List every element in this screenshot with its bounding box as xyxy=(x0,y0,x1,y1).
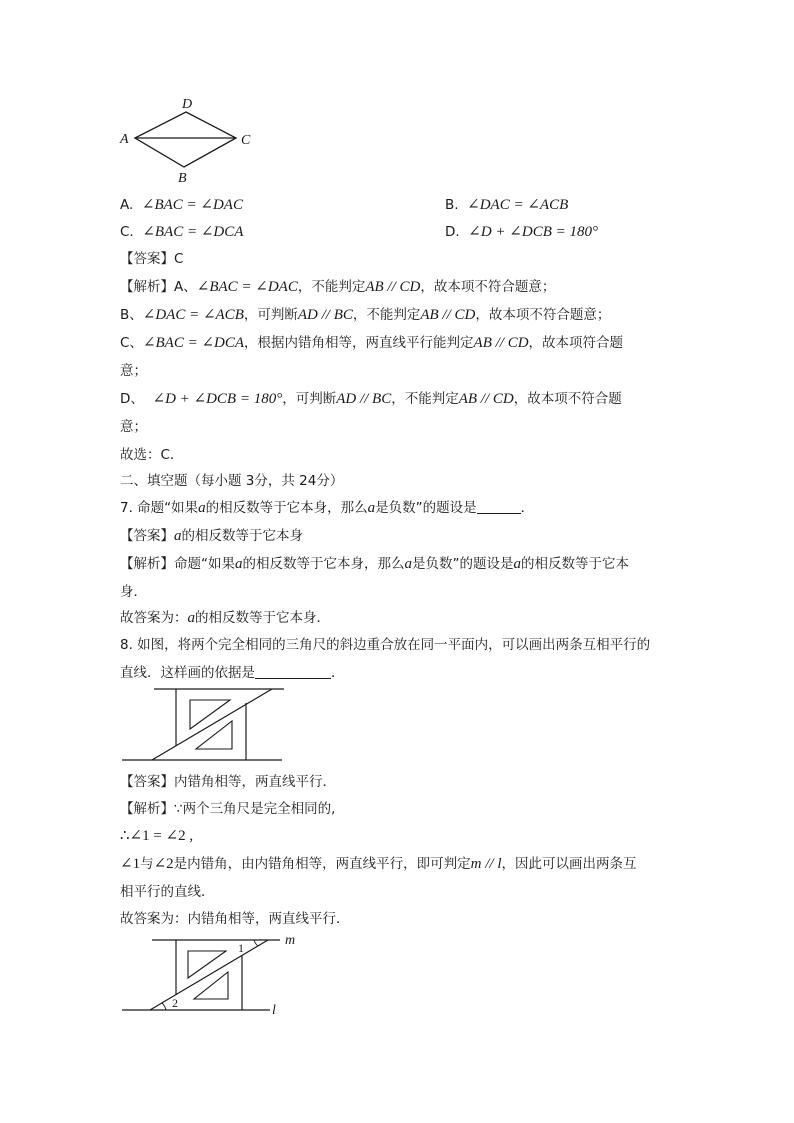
text: 7. 命题“如果 xyxy=(120,500,199,516)
q8-analysis-1 xyxy=(120,800,335,818)
math-var: a xyxy=(187,610,195,626)
text: 的相反数等于它本身，那么 xyxy=(205,500,368,516)
text: 命题“如果 xyxy=(174,556,235,572)
angle-2-label: 2 xyxy=(172,996,178,1010)
answer-blank[interactable] xyxy=(477,499,521,514)
upper-ruler-hole xyxy=(190,700,230,729)
math-expr: m // l xyxy=(470,856,502,872)
option-b-expr: ∠DAC = ∠ACB xyxy=(467,197,569,213)
option-d-expr: ∠D + ∠DCB = 180° xyxy=(468,224,598,240)
text: 相平行的直线． xyxy=(120,884,215,900)
text: 的相反数等于它本身． xyxy=(195,610,330,626)
text: A、 xyxy=(174,279,197,295)
text: ，故本项不符合题意； xyxy=(475,307,611,323)
q8-stem-line2 xyxy=(120,664,345,682)
rhombus-shape xyxy=(135,112,236,167)
label-b: B xyxy=(178,171,187,186)
text: ∵两个三角尺是完全相同的, xyxy=(174,801,336,817)
angle-1-arc xyxy=(254,940,258,946)
labeled-rulers-figure xyxy=(120,932,320,1017)
q8-answer xyxy=(120,773,336,791)
answer-blank[interactable] xyxy=(255,664,331,679)
text: 的相反数等于它本 xyxy=(521,556,629,572)
math-var: a xyxy=(198,500,206,516)
math-expr: ∠BAC = ∠DCA xyxy=(142,335,245,351)
option-d-letter: D. xyxy=(445,224,460,240)
math-expr: AB // CD xyxy=(458,391,514,407)
answer-value: C xyxy=(174,251,184,267)
math-expr: AB // CD xyxy=(365,279,421,295)
analysis-tag: 【解析】 xyxy=(120,801,174,817)
q7-analysis-wrap xyxy=(120,583,147,601)
option-a[interactable] xyxy=(120,196,243,214)
text: 故选：C． xyxy=(120,447,184,463)
text: ． xyxy=(331,665,345,681)
option-a-expr: ∠BAC = ∠DAC xyxy=(141,197,243,213)
text: D、 xyxy=(120,391,144,407)
text: 8. 如图，将两个完全相同的三角尺的斜边重合放在同一平面内，可以画出两条互相平行的 xyxy=(120,637,651,653)
q8-final xyxy=(120,910,350,928)
text: ，因此可以画出两条互 xyxy=(501,856,637,872)
q7-final xyxy=(120,609,330,627)
text: ，故本项不符合题意； xyxy=(420,279,556,295)
math-expr: AB // CD xyxy=(473,335,529,351)
answer-value: 内错角相等，两直线平行． xyxy=(174,774,336,790)
text: 故答案为： xyxy=(120,610,188,626)
q8-analysis-2 xyxy=(120,827,193,845)
option-c-letter: C. xyxy=(120,224,134,240)
lower-ruler-hole xyxy=(196,721,232,749)
text: 的相反数等于它本身 xyxy=(181,528,303,544)
triangle-rulers-figure xyxy=(120,684,290,764)
text: 意； xyxy=(120,419,147,435)
q7-answer xyxy=(120,527,303,545)
text: ，不能判定 xyxy=(297,279,366,295)
lower-ruler-hole xyxy=(194,972,228,999)
math-expr: ∠1 xyxy=(120,856,141,872)
math-expr: AD // BC xyxy=(297,307,353,323)
text: 直线．这样画的依据是 xyxy=(120,665,255,681)
answer-tag: 【答案】 xyxy=(120,528,174,544)
q7-analysis xyxy=(120,555,629,573)
text: 是内错角，由内错角相等，两直线平行，即可判定 xyxy=(173,856,471,872)
text: ，可判断 xyxy=(243,307,298,323)
option-c[interactable] xyxy=(120,223,243,241)
text: ，不能判定 xyxy=(391,391,459,407)
analysis-tag: 【解析】 xyxy=(120,279,174,295)
q6-analysis-c xyxy=(120,334,623,352)
text: ，故本项不符合题 xyxy=(513,391,622,407)
option-b-letter: B. xyxy=(445,197,459,213)
answer-tag: 【答案】 xyxy=(120,251,174,267)
option-d[interactable] xyxy=(445,223,598,241)
text: ，可判断 xyxy=(282,391,337,407)
label-m: m xyxy=(285,933,296,948)
math-var: a xyxy=(404,556,412,572)
label-d: D xyxy=(182,97,193,112)
text: C、 xyxy=(120,335,143,351)
math-var: a xyxy=(367,500,376,516)
q6-answer xyxy=(120,250,183,268)
upper-ruler-hole xyxy=(188,951,226,978)
angle-2-arc xyxy=(162,1003,166,1010)
math-expr: ∠BAC = ∠DAC xyxy=(196,279,298,295)
text: B、 xyxy=(120,307,143,323)
text: 故答案为：内错角相等，两直线平行． xyxy=(120,911,350,927)
text: ，不能判定 xyxy=(352,307,421,323)
text: 意； xyxy=(120,363,147,379)
q6-analysis-d-wrap xyxy=(120,418,147,436)
rhombus-figure xyxy=(118,94,258,189)
text: 二、填空题（每小题 3分，共 24分） xyxy=(120,473,344,489)
q6-analysis-b xyxy=(120,306,610,324)
option-a-letter: A. xyxy=(120,197,134,213)
text: 是负数”的题设是 xyxy=(412,556,514,572)
math-expr: ∠2 xyxy=(153,856,174,872)
math-expr: ∠DAC = ∠ACB xyxy=(142,307,244,323)
math-expr: AD // BC xyxy=(336,391,392,407)
math-var: a xyxy=(513,556,521,572)
text: 的相反数等于它本身，那么 xyxy=(242,556,405,572)
q6-analysis-d xyxy=(120,390,622,408)
option-c-expr: ∠BAC = ∠DCA xyxy=(142,224,244,240)
text: ，故本项符合题 xyxy=(528,335,624,351)
math-var: a xyxy=(174,528,182,544)
section-heading xyxy=(120,472,343,490)
q6-choose xyxy=(120,446,183,464)
text: ，根据内错角相等，两直线平行能判定 xyxy=(244,335,474,351)
q6-analysis-c-wrap xyxy=(120,362,147,380)
option-b[interactable] xyxy=(445,196,568,214)
angle-1-label: 1 xyxy=(238,941,244,955)
text: 是负数”的题设是 xyxy=(375,500,477,516)
q6-analysis-a xyxy=(120,278,555,296)
math-expr: ∠D + ∠DCB = 180° xyxy=(152,391,283,407)
q8-stem-line1 xyxy=(120,636,650,654)
q7-stem xyxy=(120,499,534,517)
math-var: a xyxy=(235,556,243,572)
q8-analysis-3 xyxy=(120,855,637,873)
label-c: C xyxy=(241,133,251,148)
label-a: A xyxy=(120,132,129,147)
text: 身． xyxy=(120,584,147,600)
math-expr: AB // CD xyxy=(420,307,476,323)
text: 与 xyxy=(140,856,154,872)
label-l: l xyxy=(272,1003,276,1018)
analysis-tag: 【解析】 xyxy=(120,556,174,572)
text: ． xyxy=(520,500,535,516)
math-expr: ∴∠1 = ∠2 , xyxy=(120,828,194,844)
q8-analysis-4 xyxy=(120,883,215,901)
answer-tag: 【答案】 xyxy=(120,774,174,790)
